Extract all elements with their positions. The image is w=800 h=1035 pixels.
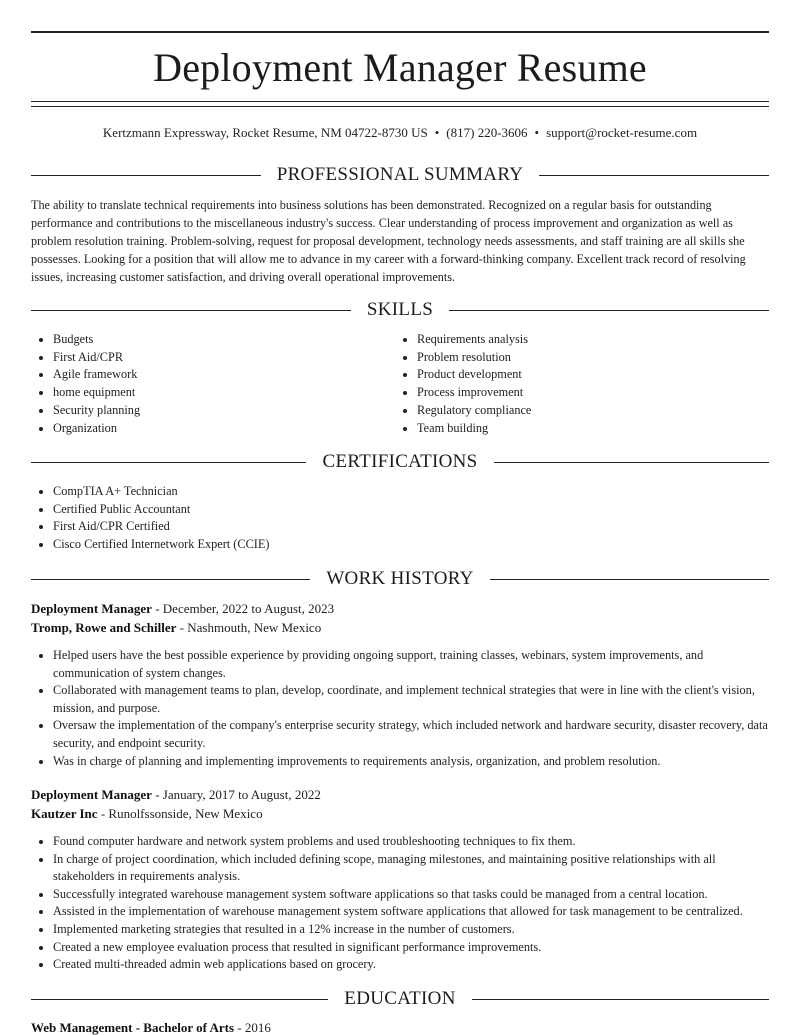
section-title: EDUCATION bbox=[344, 988, 456, 1009]
section-title: SKILLS bbox=[366, 299, 434, 320]
skill-item: • First Aid/CPR bbox=[53, 349, 391, 367]
section-title: PROFESSIONAL SUMMARY bbox=[276, 164, 524, 185]
list-item: • Assisted in the implementation of warehouse management system software applications that allowed for task management to be centralized. bbox=[53, 903, 769, 921]
job-location: - Nashmouth, New Mexico bbox=[176, 620, 322, 635]
job-title-line bbox=[31, 787, 321, 803]
section-work-heading bbox=[31, 567, 769, 591]
job-dates: - January, 2017 to August, 2022 bbox=[151, 787, 321, 802]
job-title: Deployment Manager bbox=[31, 601, 152, 616]
list-item: • Created a new employee evaluation process that resulted in significant performance improvements. bbox=[53, 939, 769, 957]
section-skills-heading bbox=[31, 298, 769, 322]
certifications-list bbox=[31, 483, 531, 554]
skill-item: • Team building bbox=[417, 420, 765, 438]
divider-line bbox=[31, 175, 261, 176]
skill-item: • Budgets bbox=[53, 331, 391, 349]
divider-line bbox=[490, 579, 769, 580]
job-dates: - December, 2022 to August, 2023 bbox=[151, 601, 335, 616]
list-item: • Successfully integrated warehouse management system software applications so that tasks could be managed from a central location. bbox=[53, 886, 769, 904]
section-education-heading bbox=[31, 987, 769, 1011]
certification-item: • Cisco Certified Internetwork Expert (CCIE) bbox=[53, 536, 531, 554]
skill-item: • Organization bbox=[53, 420, 391, 438]
divider-line bbox=[31, 579, 310, 580]
contact-line bbox=[0, 125, 800, 141]
job-company-line bbox=[31, 620, 321, 636]
certification-item: • Certified Public Accountant bbox=[53, 501, 531, 519]
skill-item: • Requirements analysis bbox=[417, 331, 765, 349]
list-item: • Helped users have the best possible experience by providing ongoing support, training classes, webinars, system improvements, and communication of system changes. bbox=[53, 647, 769, 682]
job-company: Kautzer Inc bbox=[31, 806, 98, 821]
divider-line bbox=[539, 175, 769, 176]
list-item: • Found computer hardware and network system problems and used troubleshooting techniques to fix them. bbox=[53, 833, 769, 851]
contact-separator: • bbox=[434, 125, 440, 140]
job-location: - Runolfssonside, New Mexico bbox=[97, 806, 263, 821]
certification-item: • First Aid/CPR Certified bbox=[53, 518, 531, 536]
job-bullets bbox=[31, 647, 769, 770]
job-title: Deployment Manager bbox=[31, 787, 152, 802]
page-title: Deployment Manager Resume bbox=[153, 45, 647, 90]
contact-email[interactable]: support@rocket-resume.com bbox=[546, 125, 698, 140]
list-item: • Was in charge of planning and implementing improvements to requirements analysis, organization, and problem resolution. bbox=[53, 753, 769, 771]
education-year: - 2016 bbox=[234, 1020, 271, 1035]
divider-line bbox=[31, 999, 328, 1000]
section-certifications-heading bbox=[31, 450, 769, 474]
section-summary-heading bbox=[31, 163, 769, 187]
skills-list-left bbox=[31, 331, 391, 437]
divider-line bbox=[494, 462, 769, 463]
list-item: • Collaborated with management teams to plan, develop, coordinate, and implement technical strategies that were in line with the client's vision, mission, and purpose. bbox=[53, 682, 769, 717]
summary-text: The ability to translate technical requirements into business solutions has been demonstrated. Recognized on a regular basis for outstanding performance and contributions to the miscellaneous industry's success. Clear understanding of process improvement and organization as well as problem resolution training. Problem-solving, request for proposal development, technology needs assessments, and staff training are all skills she possesses. Looking for a position that will allow me to advance in my career with a forward-thinking company. Excellent track record of resolving issues, increasing customer satisfaction, and driving overall operational improvements. bbox=[31, 198, 746, 284]
top-rule bbox=[31, 31, 769, 33]
divider-line bbox=[31, 310, 351, 311]
contact-phone: (817) 220-3606 bbox=[446, 125, 528, 140]
contact-address: Kertzmann Expressway, Rocket Resume, NM 04722-8730 US bbox=[102, 125, 428, 140]
divider-line bbox=[449, 310, 769, 311]
education-degree: Web Management - Bachelor of Arts bbox=[31, 1020, 235, 1035]
list-item: • Oversaw the implementation of the company's enterprise security strategy, which included network and hardware security, disaster recovery, data security, and endpoint security. bbox=[53, 717, 769, 752]
skill-item: • Security planning bbox=[53, 402, 391, 420]
list-item: • In charge of project coordination, which included defining scope, managing milestones, and maintaining positive relationships with all stakeholders in requirements analysis. bbox=[53, 851, 769, 886]
divider-line bbox=[31, 462, 306, 463]
skill-item: • Agile framework bbox=[53, 366, 391, 384]
contact-separator: • bbox=[534, 125, 540, 140]
skill-item: • Problem resolution bbox=[417, 349, 765, 367]
section-title: WORK HISTORY bbox=[326, 568, 474, 589]
divider-line bbox=[472, 999, 769, 1000]
title-double-rule bbox=[31, 101, 769, 107]
education-line bbox=[31, 1020, 271, 1035]
certification-item: • CompTIA A+ Technician bbox=[53, 483, 531, 501]
job-company: Tromp, Rowe and Schiller bbox=[31, 620, 177, 635]
list-item: • Created multi-threaded admin web applications based on grocery. bbox=[53, 956, 769, 974]
skill-item: • Process improvement bbox=[417, 384, 765, 402]
skill-item: • Product development bbox=[417, 366, 765, 384]
job-title-line bbox=[31, 601, 334, 617]
section-title: CERTIFICATIONS bbox=[322, 451, 478, 472]
skill-item: • Regulatory compliance bbox=[417, 402, 765, 420]
skills-list-right bbox=[395, 331, 765, 437]
skill-item: • home equipment bbox=[53, 384, 391, 402]
list-item: • Implemented marketing strategies that resulted in a 12% increase in the number of customers. bbox=[53, 921, 769, 939]
job-company-line bbox=[31, 806, 263, 822]
job-bullets bbox=[31, 833, 769, 974]
